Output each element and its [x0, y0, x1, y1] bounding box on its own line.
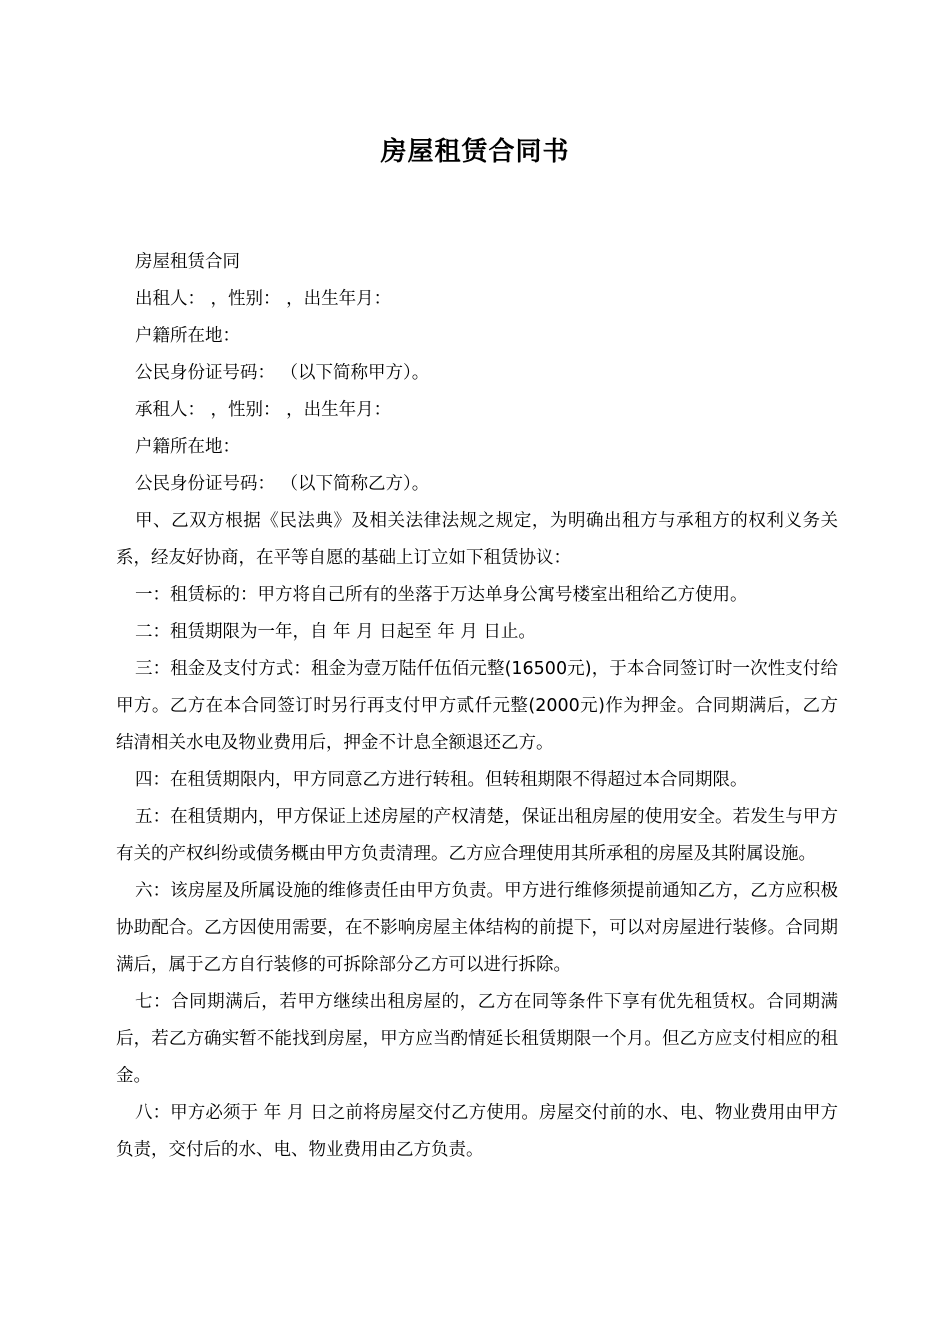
contract-heading-line: 房屋租赁合同	[135, 252, 240, 272]
clause-3-paragraph: 三：租金及支付方式：租金为壹万陆仟伍佰元整(16500元)，于本合同签订时一次性支付给甲方。乙方在本合同签订时另行再支付甲方贰仟元整(2000元)作为押金。合同期满后，乙方结清相关水电及物业费用后，押金不计息全额退还乙方。	[116, 659, 838, 753]
lessor-id-line: 公民身份证号码： （以下简称甲方）。	[135, 363, 430, 383]
clause-1-paragraph: 一：租赁标的：甲方将自己所有的坐落于万达单身公寓号楼室出租给乙方使用。	[135, 585, 748, 605]
lessor-info-line: 出租人： ，性别： ，出生年月：	[135, 289, 392, 309]
clause-5-paragraph: 五：在租赁期内，甲方保证上述房屋的产权清楚，保证出租房屋的使用安全。若发生与甲方有关的产权纠纷或债务概由甲方负责清理。乙方应合理使用其所承租的房屋及其附属设施。	[116, 807, 838, 864]
clause-7-paragraph: 七：合同期满后，若甲方继续出租房屋的，乙方在同等条件下享有优先租赁权。合同期满后，若乙方确实暂不能找到房屋，甲方应当酌情延长租赁期限一个月。但乙方应支付相应的租金。	[116, 992, 838, 1086]
document-title: 房屋租赁合同书	[380, 137, 570, 167]
document-body	[116, 244, 838, 1169]
lessee-id-line: 公民身份证号码： （以下简称乙方）。	[135, 474, 430, 494]
clause-4-paragraph: 四：在租赁期限内，甲方同意乙方进行转租。但转租期限不得超过本合同期限。	[135, 770, 748, 790]
lessee-residence-line: 户籍所在地：	[135, 437, 240, 457]
clause-2-paragraph: 二：租赁期限为一年，自 年 月 日起至 年 月 日止。	[135, 622, 536, 642]
lessee-info-line: 承租人： ，性别： ，出生年月：	[135, 400, 392, 420]
preamble-paragraph: 甲、乙双方根据《民法典》及相关法律法规之规定，为明确出租方与承租方的权利义务关系，经友好协商，在平等自愿的基础上订立如下租赁协议：	[116, 511, 838, 568]
lessor-residence-line: 户籍所在地：	[135, 326, 240, 346]
clause-6-paragraph: 六：该房屋及所属设施的维修责任由甲方负责。甲方进行维修须提前通知乙方，乙方应积极协助配合。乙方因使用需要，在不影响房屋主体结构的前提下，可以对房屋进行装修。合同期满后，属于乙方自行装修的可拆除部分乙方可以进行拆除。	[116, 881, 838, 975]
clause-8-paragraph: 八：甲方必须于 年 月 日之前将房屋交付乙方使用。房屋交付前的水、电、物业费用由甲方负责，交付后的水、电、物业费用由乙方负责。	[116, 1103, 838, 1160]
